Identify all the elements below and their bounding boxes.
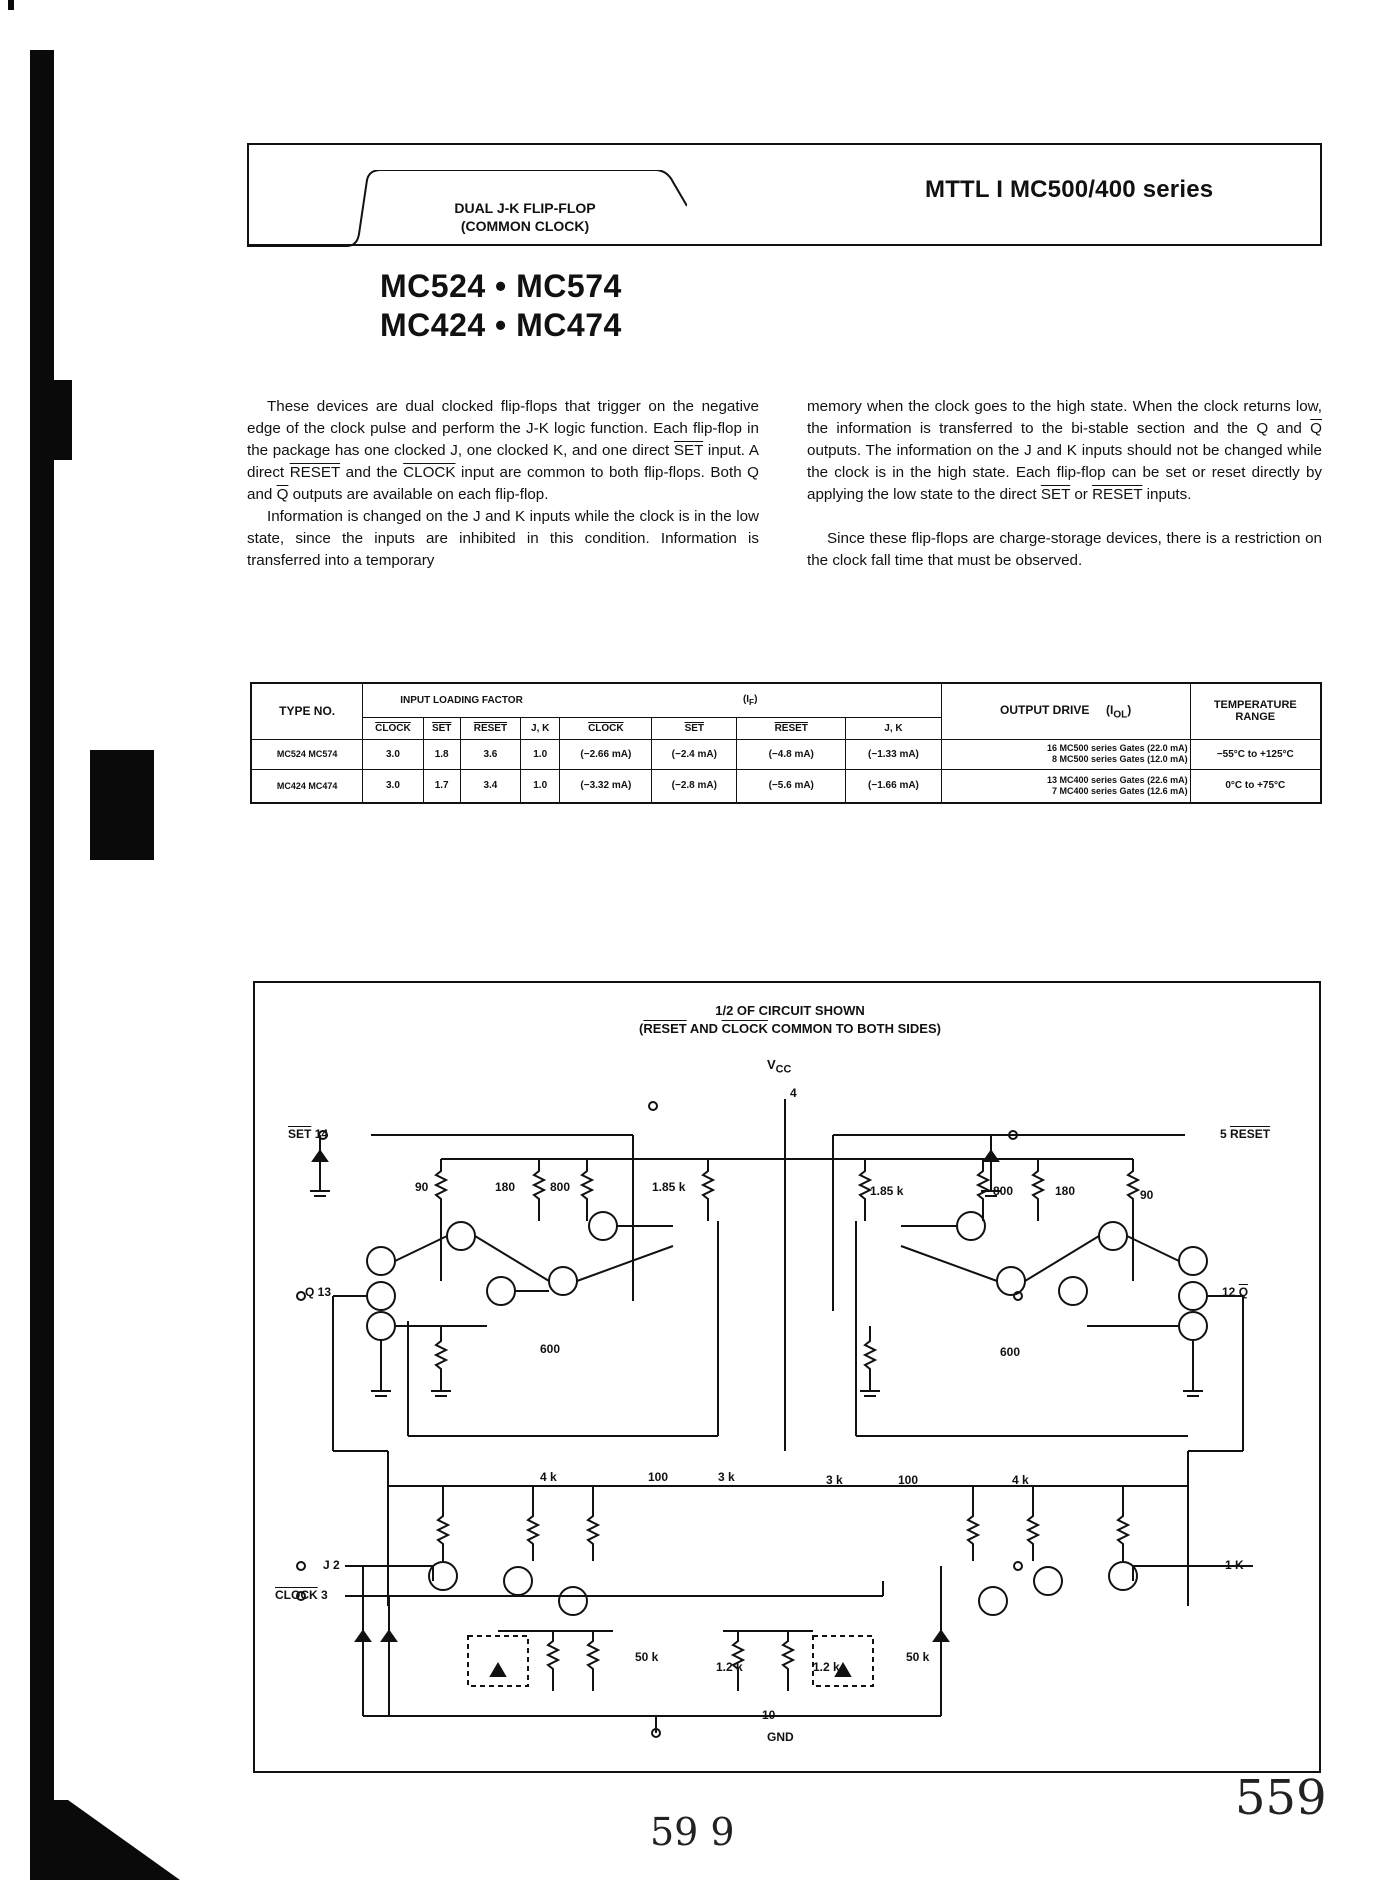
cell: (−1.66 mA)	[846, 769, 941, 803]
scan-blot	[90, 750, 154, 860]
qbar-num: 12	[1222, 1285, 1236, 1299]
output-drive-label: OUTPUT DRIVE	[999, 702, 1090, 717]
r12k-label: 1.2 k	[716, 1660, 743, 1674]
q-pin-label: Q 13	[305, 1285, 332, 1299]
description-paragraph	[247, 396, 759, 506]
scan-blot	[54, 380, 72, 460]
text-run: outputs are available on each flip-flop.	[288, 486, 549, 503]
vcc-text: V	[767, 1057, 776, 1072]
cell: (−3.32 mA)	[560, 769, 652, 803]
scan-blot	[8, 0, 14, 10]
qbar-overbar: $\overline{Q}$	[1238, 1285, 1249, 1299]
drive-line: 8 MC500 series Gates (12.0 mA)	[1052, 754, 1188, 764]
scan-binding-corner	[40, 1800, 180, 1880]
th-type-no: TYPE NO.	[251, 683, 363, 739]
circuit-title-line1: 1/2 OF CIRCUIT SHOWN	[715, 1003, 865, 1018]
text-run: and the	[340, 464, 404, 481]
qbar-overbar: $\overline{Q}$	[1310, 420, 1322, 437]
gnd-label: GND	[767, 1730, 794, 1744]
circuit-schematic	[253, 981, 1321, 1773]
description-right-column	[807, 396, 1322, 572]
text-run: outputs. The information on the J and K inputs should not be changed while the clock is in the high state. Each flip-flop can be set or reset directly by applying the low state to the direct	[807, 442, 1322, 503]
qbar-pin-label	[1222, 1285, 1248, 1299]
r100-label: 100	[898, 1473, 919, 1487]
th-ireset: RESET	[737, 717, 846, 739]
r800-label: 800	[993, 1184, 1014, 1198]
r180-label: 180	[495, 1180, 516, 1194]
text-run: (	[639, 1021, 644, 1036]
description-left-column	[247, 396, 759, 572]
drive-line: 7 MC400 series Gates (12.6 mA)	[1052, 785, 1188, 796]
r185-label: 1.85 k	[652, 1180, 686, 1194]
series-title: MTTL I MC500/400 series	[925, 176, 1214, 203]
cell: 1.0	[521, 739, 560, 769]
cell: 1.0	[521, 769, 560, 803]
vcc-label	[767, 1057, 791, 1076]
reset-overbar: RESET	[643, 1021, 687, 1036]
description-paragraph: Since these flip-flops are charge-storage devices, there is a restriction on the clock fall time that must be observed.	[807, 530, 1322, 569]
reset-overbar: RESET	[289, 464, 341, 481]
spec-table	[250, 682, 1322, 804]
th-clock: CLOCK	[363, 717, 423, 739]
r600-label: 600	[1000, 1345, 1021, 1359]
cell: 3.6	[460, 739, 520, 769]
r90-label: 90	[1140, 1188, 1154, 1202]
th-iset: $\overline{SET}$	[652, 717, 737, 739]
text-run: These devices are dual clocked flip-flops that trigger on the negative edge of the clock pulse and perform the J-K logic function. Each flip-flop in the package has one clocked J, one clocked K, and one direct	[247, 398, 759, 459]
th-output-drive	[941, 683, 1190, 739]
cell-drive	[941, 739, 1190, 769]
clock-overbar: CLOCK	[721, 1021, 768, 1036]
header-tab	[400, 199, 650, 235]
r4k-label: 4 k	[1012, 1473, 1029, 1487]
cell: (−4.8 mA)	[737, 739, 846, 769]
cell: (−2.4 mA)	[652, 739, 737, 769]
iol-label: (I	[1106, 702, 1114, 717]
tab-title: DUAL J-K FLIP-FLOP	[454, 200, 596, 216]
j-pin-label: J 2	[323, 1558, 340, 1572]
cell: (−5.6 mA)	[737, 769, 846, 803]
r90-label: 90	[415, 1180, 429, 1194]
cell: 1.7	[423, 769, 460, 803]
text-run: COMMON TO BOTH SIDES)	[767, 1021, 941, 1036]
if-label: (I	[742, 693, 750, 705]
handwritten-page-number-right: 559	[1235, 1770, 1327, 1826]
k-pin-label: 1 K	[1225, 1558, 1244, 1572]
th-reset: RESET	[460, 717, 520, 739]
table-row	[251, 739, 1321, 769]
cell: 1.8	[423, 739, 460, 769]
text-run: inputs.	[1142, 486, 1192, 503]
cell: 3.0	[363, 769, 423, 803]
clock-num: 3	[321, 1588, 328, 1602]
reset-overbar: RESET	[1092, 486, 1143, 503]
cell: 3.0	[363, 739, 423, 769]
cell-types: MC524 MC574	[251, 739, 363, 769]
cell: (−2.8 mA)	[652, 769, 737, 803]
r50k-label: 50 k	[906, 1650, 930, 1664]
handwritten-page-number: 59 9	[650, 1810, 735, 1854]
cell-temp: 0°C to +75°C	[1190, 769, 1321, 803]
text-run: memory when the clock goes to the high state. When the clock returns low, the information is transferred to the bi-stable section and the Q and	[807, 398, 1322, 437]
if-close: )	[754, 693, 758, 705]
description-paragraph	[807, 396, 1322, 506]
th-iclock: CLOCK	[560, 717, 652, 739]
table-row	[251, 769, 1321, 803]
text-run: AND	[686, 1021, 722, 1036]
reset-num: 5	[1220, 1127, 1227, 1141]
iol-close: )	[1127, 702, 1132, 717]
r100-label: 100	[648, 1470, 669, 1484]
th-input-loading: INPUT LOADING FACTOR	[363, 683, 560, 717]
th-ijk: J, K	[846, 717, 941, 739]
r4k-label: 4 k	[540, 1470, 557, 1484]
r600-label: 600	[540, 1342, 561, 1356]
cell-temp: −55°C to +125°C	[1190, 739, 1321, 769]
text-run: input are common to both flip-flops. Both Q and	[247, 464, 759, 503]
description-paragraph: Information is changed on the J and K inputs while the clock is in the low state, since the inputs are inhibited in this condition. Information is transferred into a temporary	[247, 508, 759, 569]
r3k-label: 3 k	[718, 1470, 735, 1484]
r50k-label: 50 k	[635, 1650, 659, 1664]
set-pin-label	[288, 1127, 328, 1141]
vcc-sub: CC	[775, 1063, 792, 1076]
if-sub: F	[749, 696, 755, 707]
drive-line: 16 MC500 series Gates (22.0 mA)	[1047, 743, 1188, 753]
iol-sub: OL	[1113, 708, 1128, 720]
th-temperature: TEMPERATURE RANGE	[1190, 683, 1321, 739]
set-num: 14	[314, 1127, 329, 1141]
scan-binding-edge	[30, 50, 54, 1880]
r3k-label: 3 k	[826, 1473, 843, 1487]
set-overbar: $\overline{SET}$	[288, 1127, 312, 1141]
r180-label: 180	[1055, 1184, 1076, 1198]
part-numbers-line2: MC424 • MC474	[380, 307, 622, 343]
clock-overbar: CLOCK	[403, 464, 456, 481]
text-run: or	[1070, 486, 1093, 503]
clock-overbar: CLOCK	[275, 1588, 318, 1602]
r800-label: 800	[550, 1180, 571, 1194]
drive-line: 13 MC400 series Gates (22.6 mA)	[1047, 774, 1188, 785]
r12k-label: 1.2 k	[813, 1660, 840, 1674]
text-run: input. A direct	[247, 442, 759, 481]
pin4-label: 4	[790, 1086, 797, 1100]
set-overbar: $\overline{SET}$	[673, 442, 704, 459]
qbar-overbar: $\overline{Q}$	[276, 486, 289, 503]
th-jk: J, K	[521, 717, 560, 739]
tab-subtitle: (COMMON CLOCK)	[460, 218, 590, 234]
part-numbers-line1: MC524 • MC574	[380, 268, 622, 304]
cell-drive	[941, 769, 1190, 803]
set-overbar: $\overline{SET}$	[1040, 486, 1071, 503]
th-set: $\overline{SET}$	[423, 717, 460, 739]
reset-pin-label	[1220, 1127, 1270, 1141]
cell: (−2.66 mA)	[560, 739, 652, 769]
th-if	[560, 683, 941, 717]
cell: 3.4	[460, 769, 520, 803]
gnd-pin-label: 10	[762, 1708, 776, 1722]
clock-pin-label	[275, 1588, 328, 1602]
reset-overbar: RESET	[1230, 1127, 1271, 1141]
cell: (−1.33 mA)	[846, 739, 941, 769]
cell-types: MC424 MC474	[251, 769, 363, 803]
r185-label: 1.85 k	[870, 1184, 904, 1198]
